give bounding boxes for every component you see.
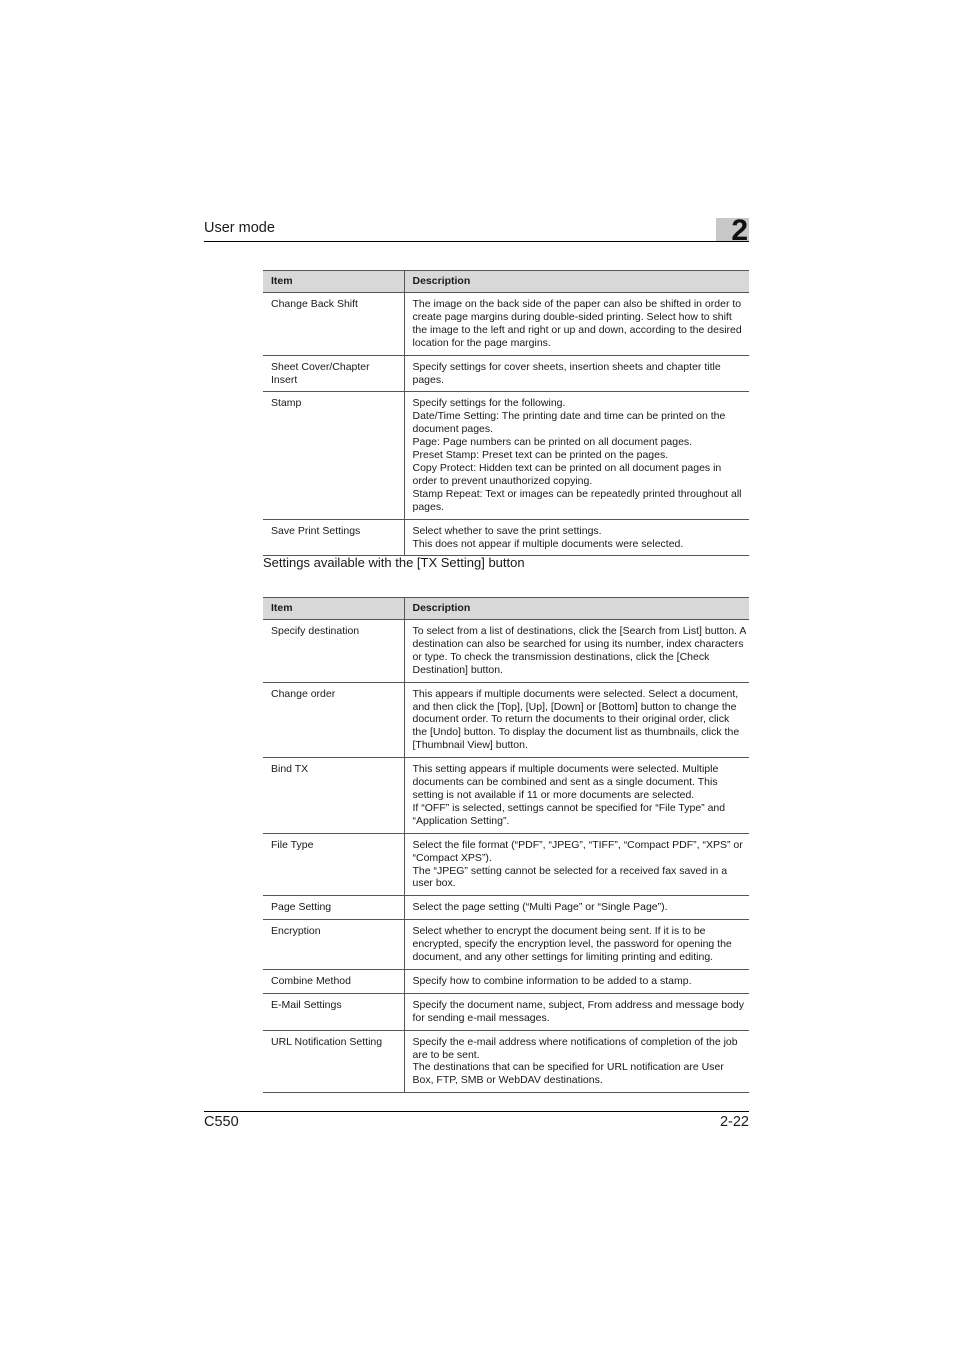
tx-settings-table bbox=[263, 597, 749, 1093]
header-divider bbox=[204, 241, 749, 242]
table-row bbox=[263, 355, 749, 392]
table-row bbox=[263, 293, 749, 356]
item-cell: Stamp bbox=[263, 392, 404, 519]
page-number: 2-22 bbox=[719, 1114, 749, 1130]
description-line: Select whether to save the print settings. bbox=[412, 524, 602, 537]
description-line: Copy Protect: Hidden text can be printed on all document pages in order to prevent unauthorized copying. bbox=[412, 461, 722, 487]
column-header-item: Item bbox=[263, 598, 404, 620]
item-cell: Save Print Settings bbox=[263, 519, 404, 556]
item-cell: Page Setting bbox=[263, 896, 404, 920]
column-header-item: Item bbox=[263, 271, 404, 293]
table-row bbox=[263, 833, 749, 896]
item-cell: Bind TX bbox=[263, 758, 404, 834]
table-row bbox=[263, 993, 749, 1030]
description-line: Preset Stamp: Preset text can be printed on the pages. bbox=[412, 449, 669, 462]
chapter-tab bbox=[716, 214, 749, 247]
description-cell bbox=[404, 758, 749, 834]
description-line: Select the file format (“PDF”, “JPEG”, “TIFF”, “Compact PDF”, “XPS” or “Compact XPS”). bbox=[412, 838, 743, 864]
description-line: Specify the e-mail address where notifications of completion of the job are to be sent. bbox=[412, 1035, 738, 1061]
chapter-number: 2 bbox=[731, 214, 748, 247]
item-cell: E-Mail Settings bbox=[263, 993, 404, 1030]
item-cell: Change order bbox=[263, 682, 404, 758]
description-line: Specify settings for the following. bbox=[412, 397, 566, 410]
description-cell bbox=[404, 833, 749, 896]
table-header-row bbox=[263, 271, 749, 293]
description-cell bbox=[404, 993, 749, 1030]
section-heading: Settings available with the [TX Setting] button bbox=[263, 555, 525, 570]
item-cell: URL Notification Setting bbox=[263, 1030, 404, 1093]
description-line: Specify how to combine information to be added to a stamp. bbox=[412, 974, 692, 987]
item-cell: File Type bbox=[263, 833, 404, 896]
description-line: Specify settings for cover sheets, insertion sheets and chapter title pages. bbox=[412, 360, 721, 386]
table-row bbox=[263, 392, 749, 519]
description-cell bbox=[404, 1030, 749, 1093]
table-row bbox=[263, 896, 749, 920]
description-cell bbox=[404, 519, 749, 556]
description-line: Specify the document name, subject, From address and message body for sending e-mail messages. bbox=[412, 998, 745, 1024]
footer-model: C550 bbox=[204, 1114, 239, 1130]
description-line: The “JPEG” setting cannot be selected for a received fax saved in a user box. bbox=[412, 864, 728, 890]
description-line: This setting appears if multiple documents were selected. Multiple documents can be combined and sent as a single document. This setting is not available if 11 or more documents are selected. bbox=[412, 763, 719, 801]
description-line: The destinations that can be specified for URL notification are User Box, FTP, SMB or WebDAV destinations. bbox=[412, 1061, 724, 1087]
column-header-description: Description bbox=[404, 271, 749, 293]
table-row bbox=[263, 682, 749, 758]
column-header-description: Description bbox=[404, 598, 749, 620]
description-line: Stamp Repeat: Text or images can be repeatedly printed throughout all pages. bbox=[412, 487, 742, 513]
description-cell bbox=[404, 969, 749, 993]
description-line: Select whether to encrypt the document being sent. If it is to be encrypted, specify the encryption level, the password for opening the document, and any other settings for limiting printing and editing. bbox=[412, 925, 732, 964]
table-row bbox=[263, 758, 749, 834]
item-cell: Specify destination bbox=[263, 620, 404, 683]
description-cell bbox=[404, 920, 749, 970]
table-header-row bbox=[263, 598, 749, 620]
footer-divider bbox=[204, 1111, 749, 1112]
description-cell bbox=[404, 392, 749, 519]
description-cell bbox=[404, 682, 749, 758]
description-line: Select the page setting (“Multi Page” or “Single Page”). bbox=[412, 901, 668, 914]
print-settings-table bbox=[263, 270, 749, 556]
table-row bbox=[263, 1030, 749, 1093]
description-cell bbox=[404, 896, 749, 920]
item-cell: Combine Method bbox=[263, 969, 404, 993]
description-line: Page: Page numbers can be printed on all document pages. bbox=[412, 436, 693, 449]
description-line: The image on the back side of the paper can also be shifted in order to create page margins during double-sided printing. Select how to shift the image to the left and right or up and down, according to the desired location for the page margins. bbox=[412, 298, 742, 349]
table-row bbox=[263, 519, 749, 556]
description-line: This does not appear if multiple documents were selected. bbox=[412, 537, 684, 550]
item-cell: Encryption bbox=[263, 920, 404, 970]
table-row bbox=[263, 620, 749, 683]
description-line: Date/Time Setting: The printing date and time can be printed on the document pages. bbox=[412, 410, 726, 436]
table-row bbox=[263, 969, 749, 993]
description-cell bbox=[404, 620, 749, 683]
description-line: This appears if multiple documents were selected. Select a document, and then click the [Top], [Up], [Down] or [Bottom] button to change the document order. To return the documents to their original order, click the [Undo] button. To display the document list as thumbnails, click the [Thumbnail View] button. bbox=[412, 687, 740, 752]
item-cell: Change Back Shift bbox=[263, 293, 404, 356]
table-row bbox=[263, 920, 749, 970]
item-cell: Sheet Cover/Chapter Insert bbox=[263, 355, 404, 392]
description-cell bbox=[404, 293, 749, 356]
header-title: User mode bbox=[204, 220, 275, 236]
description-line: If “OFF” is selected, settings cannot be specified for “File Type” and “Application Setting”. bbox=[412, 801, 726, 827]
description-cell bbox=[404, 355, 749, 392]
description-line: To select from a list of destinations, click the [Search from List] button. A destination can also be searched for using its number, index characters or type. To check the transmission destinations, click the [Check Destination] button. bbox=[412, 625, 746, 676]
